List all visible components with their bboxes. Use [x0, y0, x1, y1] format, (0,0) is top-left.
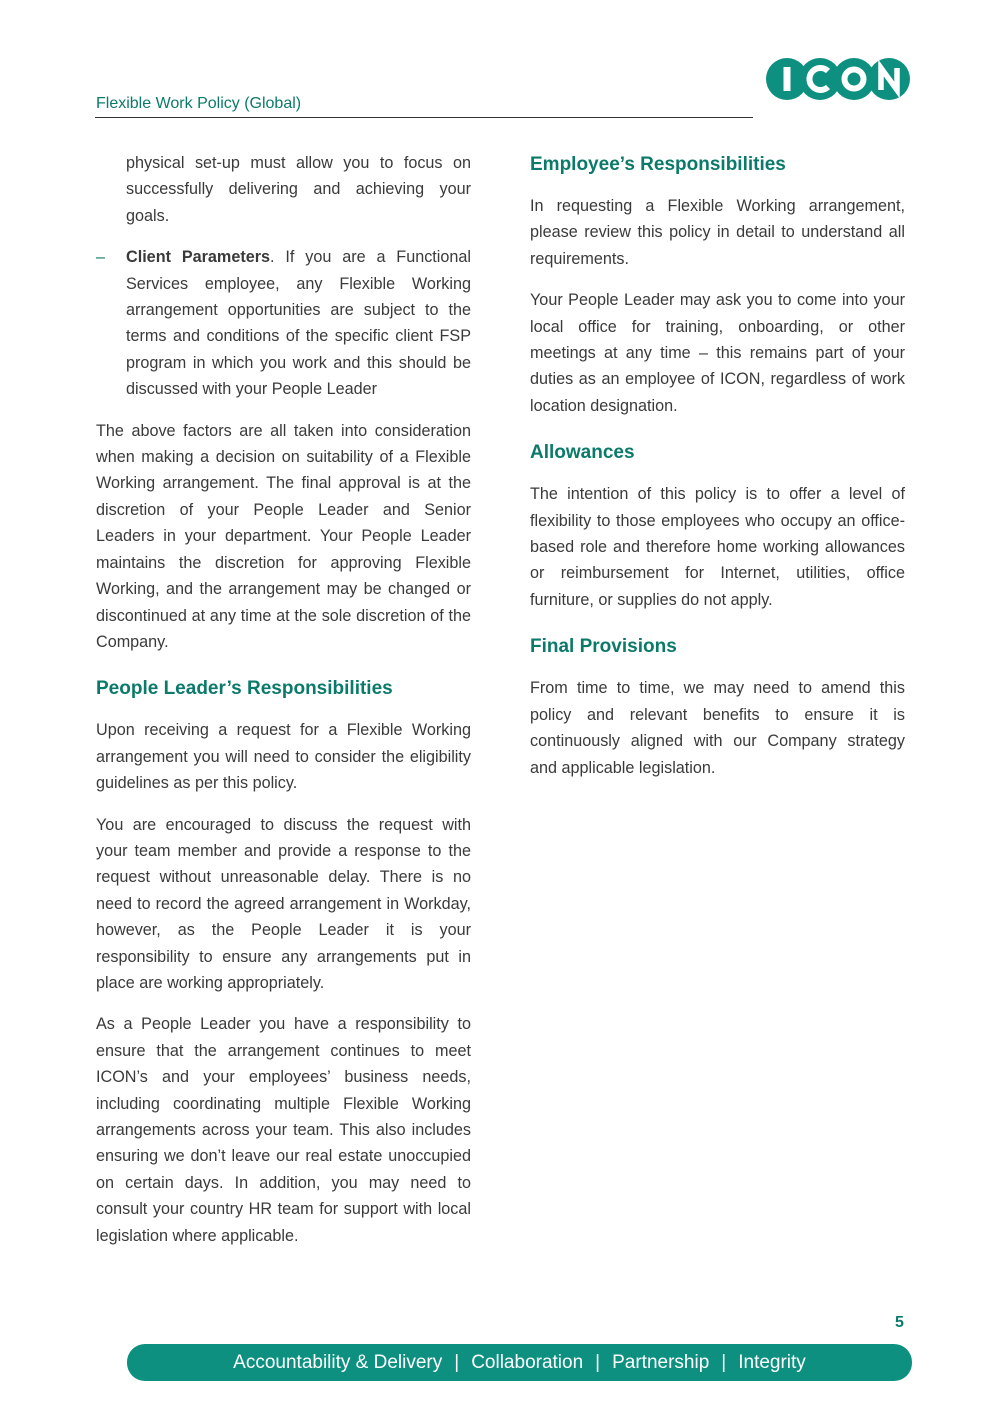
- people-leader-paragraph-2: You are encouraged to discuss the request with your team member and provide a response to the request without unreasonable delay. There is no need to record the agreed arrangement in Workday, however, as the People Leader it is your responsibility to ensure any arrangements put in place are working appropriately.: [96, 815, 471, 992]
- employee-paragraph-1: In requesting a Flexible Working arrangement, please review this policy in detail to understand all requirements.: [530, 197, 905, 268]
- client-parameters-text: . If you are a Functional Services employee, any Flexible Working arrangement opportunities are subject to the terms and conditions of the specific client FSP program in which you work and this should be discussed with your People Leader: [126, 248, 471, 399]
- allowances-heading: Allowances: [530, 442, 635, 464]
- continued-paragraph: physical set-up must allow you to focus on successfully delivering and achieving your goals.: [126, 154, 471, 225]
- employee-responsibilities-heading: Employee’s Responsibilities: [530, 154, 786, 175]
- allowances-paragraph: The intention of this policy is to offer a level of flexibility to those employees who occupy an office-based role and therefore home working allowances or reimbursement for Internet, utilities, office furniture, or supplies do not apply.: [530, 485, 905, 609]
- people-leader-heading: People Leader’s Responsibilities: [96, 678, 393, 700]
- people-leader-paragraph-1: Upon receiving a request for a Flexible Working arrangement you will need to consider the eligibility guidelines as per this policy.: [96, 721, 471, 793]
- bullet-dash: –: [96, 248, 106, 267]
- factors-paragraph: The above factors are all taken into consideration when making a decision on suitability of a Flexible Working arrangement. The final approval is at the discretion of your People Leader and Senior Leaders in your department. Your People Leader maintains the discretion for approving Flexible Working, and the arrangement may be changed or discontinued at any time at the sole discretion of the Company.: [96, 421, 471, 651]
- people-leader-paragraph-3: As a People Leader you have a responsibility to ensure that the arrangement continues to meet ICON’s and your employees’ business needs, including coordinating multiple Flexible Working arrangements across your team. This also includes ensuring we don’t leave our real estate unoccupied on certain days. In addition, you may need to consult your country HR team for support with local legislation where applicable.: [96, 1015, 471, 1245]
- footer-value-accountability: Accountability & Delivery: [233, 1351, 443, 1373]
- final-provisions-heading: Final Provisions: [530, 636, 677, 658]
- footer-separator: |: [454, 1351, 460, 1373]
- footer-separator: |: [721, 1351, 727, 1373]
- footer-value-partnership: Partnership: [612, 1351, 710, 1373]
- document-header-title: Flexible Work Policy (Global): [96, 95, 302, 112]
- right-column: [530, 150, 905, 796]
- footer-values-bar: [127, 1344, 912, 1381]
- employee-paragraph-2: Your People Leader may ask you to come into your local office for training, onboarding, or other meetings at any time – this remains part of your duties as an employee of ICON, regardless of work location designation.: [530, 291, 905, 415]
- footer-separator: |: [595, 1351, 601, 1373]
- final-provisions-paragraph: From time to time, we may need to amend this policy and relevant benefits to ensure it is continuously aligned with our Company strategy and applicable legislation.: [530, 679, 905, 777]
- icon-logo: [765, 57, 911, 101]
- footer-value-collaboration: Collaboration: [471, 1351, 584, 1373]
- footer-value-integrity: Integrity: [738, 1351, 806, 1373]
- page-number: 5: [895, 1314, 904, 1331]
- client-parameters-bullet: [96, 244, 471, 402]
- client-parameters-label: Client Parameters: [126, 248, 271, 267]
- header-divider: [95, 117, 753, 118]
- left-column: [96, 150, 471, 1264]
